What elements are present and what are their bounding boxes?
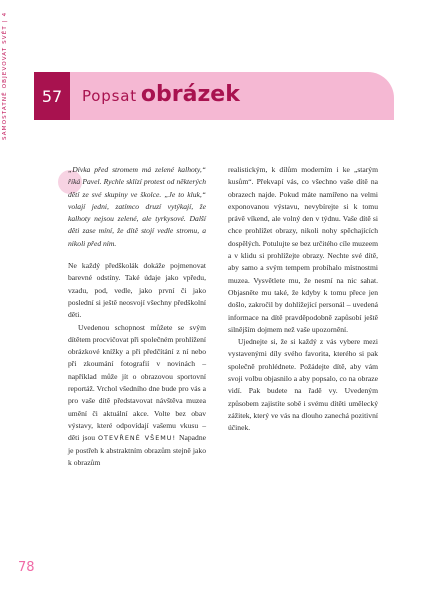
text-run: Uvedenou schopnost můžete se svým dítětem procvičovat při společném prohlížení obrázkové knížky a při předčítání z ní nebo při zkoumání fotografií v novinách – například může jít o obrazovou sportovní reportáž. Vrchol všedního dne bude pro vás a pro vaše dítě představovat návštěva muzea umění či aktuální akce. Volte bez obav výstavy, které odpovídají vašemu vkusu – děti jsou [68,322,206,443]
paragraph: realistickým, k dílům moderním i ke „starým kusům“. Překvapí vás, co všechno vaše dítě na obrazech najde. Pokud máte namířeno na velmi exponovanou výstavu, nevybírejte si k tomu právě víkend, ale volný den v týdnu. Vaše dítě si chce prohlížet obrazy, nikoli nohy spěchajících dospělých. Potulujte se bez určitého cíle muzeem a v klidu si prohlížejte obrazy. Nechte své dítě, aby samo a svým tempem probíhalo místnostmi muzea. Vysvětlete mu, že nesmí na nic sahat. Objasněte mu také, že kdyby k tomu přece jen došlo, zakročil by dohlížející personál – uvedená informace na dítě pravděpodobně zapůsobí ještě silnějším dojmem než vaše upozornění. [228,165,378,334]
page-number: 78 [18,560,35,575]
title-bold: obrázek [140,82,240,107]
emphasis-text: OTEVŘENÉ VŠEMU! [98,434,177,443]
text-column-right [228,164,378,435]
text-column-left [68,164,206,469]
chapter-number: 57 [41,86,63,106]
paragraph: Ujednejte si, že si každý z vás vybere mezi vystavenými díly svého favorita, kterého si pak společně prohlédnete. Požádejte dítě, aby vám svoji volbu objasnilo a aby popsalo, co na obraze vidí. Pak budete na řadě vy. Uvedeným způsobem zajistíte sobě i svému dítěti umělecký zážitek, který ve vás na dlouho zanechá pozitivní účinek. [228,337,378,433]
paragraph: Ne každý předškolák dokáže pojmenovat barevné odstíny. Také údaje jako vpředu, vzadu, pod, vedle, jako první či jako poslední si ještě neosvojí všechny předškolní děti. [68,261,206,320]
chapter-number-box [34,72,70,120]
text-run: Napadne je postřeh k abstraktním obrazům stejně jako k obrazům [68,433,206,467]
paragraph [68,322,206,470]
running-header-vertical: SAMOSTATNĚ OBJEVOVAT SVĚT | 4 [2,12,8,141]
intro-paragraph: „Dívka před stromem má zelené kalhoty,“ říká Pavel. Rychle sklízí protest od některých dětí ze své skupiny ve školce. „Je to kluk,“ volají jedni, zatímco druzí vytýkají, že kalhoty nejsou zelené, ale tyrkysové. Další děti zase míní, že dítě stojí vedle stromu, a nikoli před ním. [68,165,206,248]
page-title [82,82,240,107]
title-light: Popsat [82,87,137,105]
